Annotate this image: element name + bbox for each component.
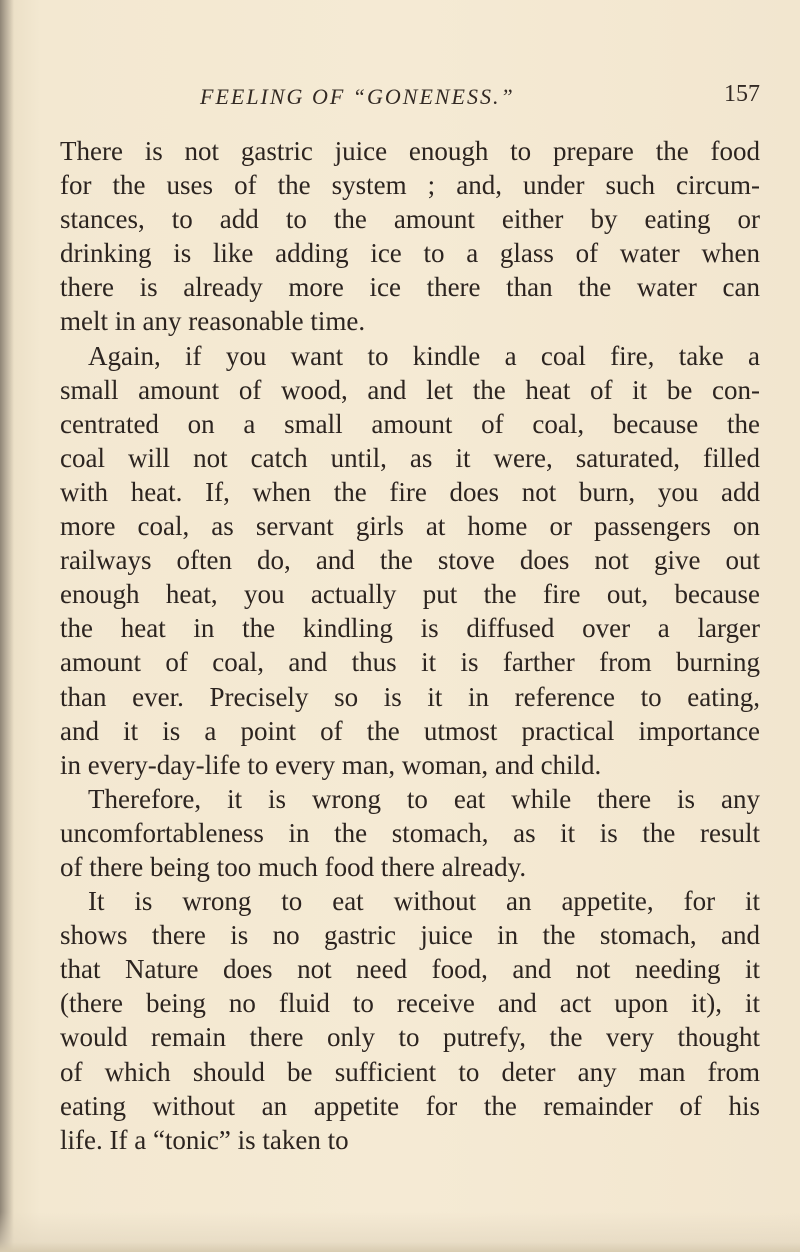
text-line: of there being too much food there already. (60, 851, 527, 882)
text-line: Therefore, it is wrong to eat while there is any (88, 783, 760, 814)
text-line: life. If a “tonic” is taken to (60, 1124, 349, 1155)
text-line: there is already more ice there than the water can (60, 272, 760, 303)
text-line: in every-day-life to every man, woman, and child. (60, 749, 602, 780)
text-line: with heat. If, when the fire does not burn, you add (60, 476, 760, 507)
text-line: and it is a point of the utmost practical importance (60, 715, 760, 746)
running-head: FEELING OF “GONENESS.” (200, 84, 515, 109)
text-line: uncomfortableness in the stomach, as it is the result (60, 817, 760, 848)
text-line: that Nature does not need food, and not needing it (60, 954, 760, 985)
text-line: drinking is like adding ice to a glass of water when (60, 238, 760, 269)
text-line: (there being no fluid to receive and act upon it), it (60, 988, 760, 1019)
text-line: stances, to add to the amount either by eating or (60, 204, 760, 235)
text-line: would remain there only to putrefy, the very thought (60, 1022, 760, 1053)
text-line: coal will not catch until, as it were, saturated, filled (60, 442, 760, 473)
text-line: of which should be sufficient to deter any man from (60, 1056, 760, 1087)
page-header (60, 81, 760, 114)
text-line: enough heat, you actually put the fire out, because (60, 579, 760, 610)
text-line: railways often do, and the stove does not give out (60, 545, 760, 576)
text-line: small amount of wood, and let the heat of it be con- (60, 374, 760, 405)
page-bottom-edge (0, 1212, 800, 1252)
body-text (60, 134, 760, 1157)
text-line: It is wrong to eat without an appetite, for it (88, 886, 760, 917)
page-number: 157 (724, 81, 760, 107)
text-line: for the uses of the system ; and, under such circum- (60, 170, 760, 201)
text-line: the heat in the kindling is diffused over a larger (60, 613, 760, 644)
text-line: centrated on a small amount of coal, because the (60, 408, 760, 439)
text-line: than ever. Precisely so is it in reference to eating, (60, 681, 760, 712)
text-line: shows there is no gastric juice in the stomach, and (60, 920, 760, 951)
text-line: eating without an appetite for the remainder of his (60, 1090, 760, 1121)
text-line: Again, if you want to kindle a coal fire, take a (88, 340, 760, 371)
text-line: amount of coal, and thus it is farther from burning (60, 647, 760, 678)
text-line: melt in any reasonable time. (60, 306, 366, 337)
text-line: more coal, as servant girls at home or passengers on (60, 511, 760, 542)
page-gutter-shadow (0, 0, 14, 1252)
text-line: There is not gastric juice enough to prepare the food (60, 136, 760, 166)
